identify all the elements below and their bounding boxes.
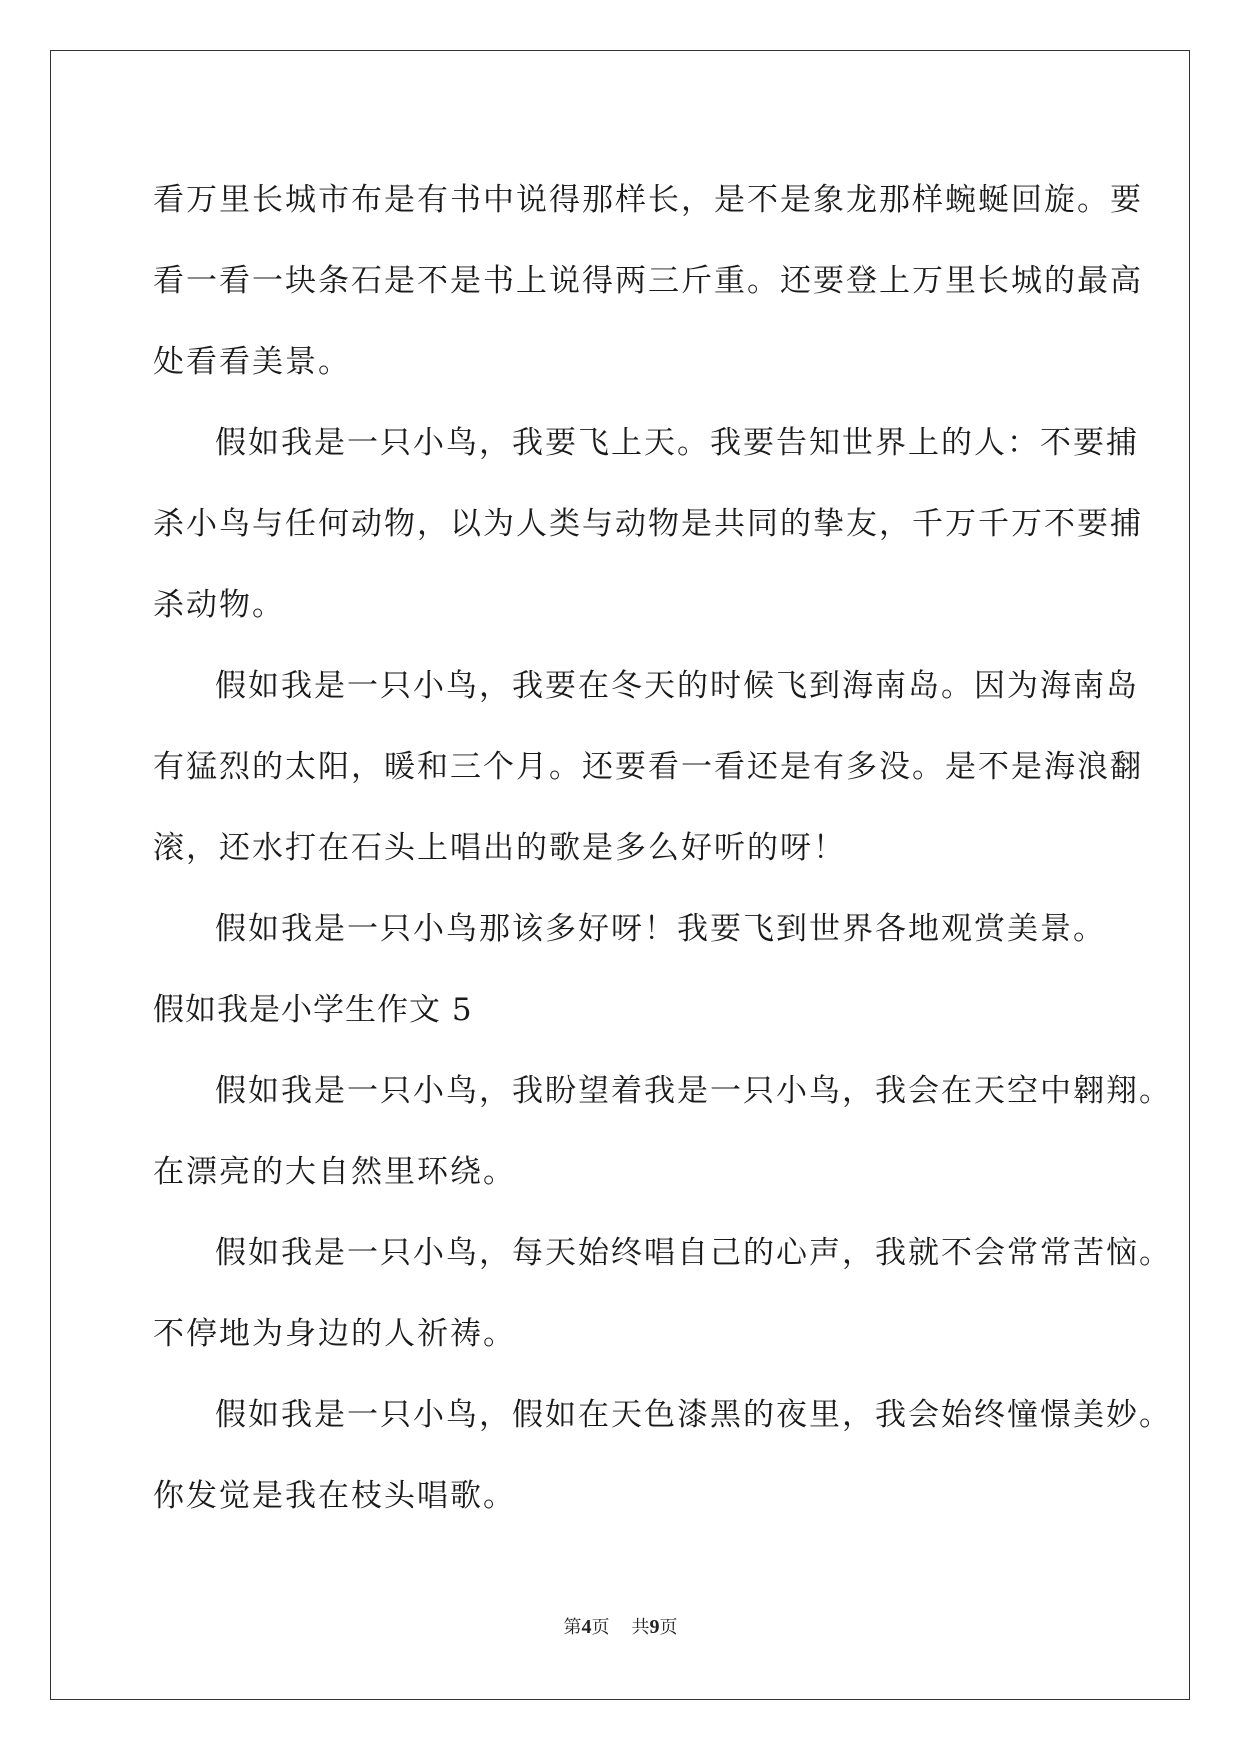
total-page-number: 9 [649, 1616, 660, 1638]
paragraph-line: 有猛烈的太阳，暖和三个月。还要看一看还是有多没。是不是海浪翻 [153, 749, 1143, 785]
paragraph-line: 你发觉是我在枝头唱歌。 [153, 1478, 516, 1514]
paragraph-line: 假如我是一只小鸟，假如在天色漆黑的夜里，我会始终憧憬美妙。 [215, 1397, 1172, 1433]
paragraph-line: 假如我是一只小鸟那该多好呀！我要飞到世界各地观赏美景。 [215, 911, 1106, 947]
paragraph-line: 假如我是一只小鸟，我要飞上天。我要告知世界上的人：不要捕 [215, 425, 1139, 461]
paragraph-line: 不停地为身边的人祈祷。 [153, 1316, 516, 1352]
paragraph-line: 杀小鸟与任何动物，以为人类与动物是共同的挚友，千万千万不要捕 [153, 506, 1143, 542]
current-page-number: 4 [581, 1616, 592, 1638]
page-footer [0, 1613, 1241, 1639]
total-prefix: 共 [631, 1617, 650, 1638]
total-suffix: 页 [659, 1617, 678, 1638]
paragraph-line: 假如我是一只小鸟，每天始终唱自己的心声，我就不会常常苦恼。 [215, 1235, 1172, 1271]
paragraph-line: 杀动物。 [153, 587, 285, 623]
paragraph-line: 假如我是一只小鸟，我要在冬天的时候飞到海南岛。因为海南岛 [215, 668, 1139, 704]
paragraph-line: 看一看一块条石是不是书上说得两三斤重。还要登上万里长城的最高 [153, 263, 1143, 299]
paragraph-line: 看万里长城市布是有书中说得那样长，是不是象龙那样蜿蜒回旋。要 [153, 182, 1143, 218]
section-title: 假如我是小学生作文 5 [153, 992, 473, 1028]
page-prefix: 第 [563, 1617, 582, 1638]
paragraph-line: 假如我是一只小鸟，我盼望着我是一只小鸟，我会在天空中翱翔。 [215, 1073, 1172, 1109]
paragraph-line: 处看看美景。 [153, 344, 351, 380]
page-suffix: 页 [591, 1617, 610, 1638]
document-body [153, 160, 1172, 1537]
paragraph-line: 在漂亮的大自然里环绕。 [153, 1154, 516, 1190]
paragraph-line: 滚，还水打在石头上唱出的歌是多么好听的呀！ [153, 830, 846, 866]
